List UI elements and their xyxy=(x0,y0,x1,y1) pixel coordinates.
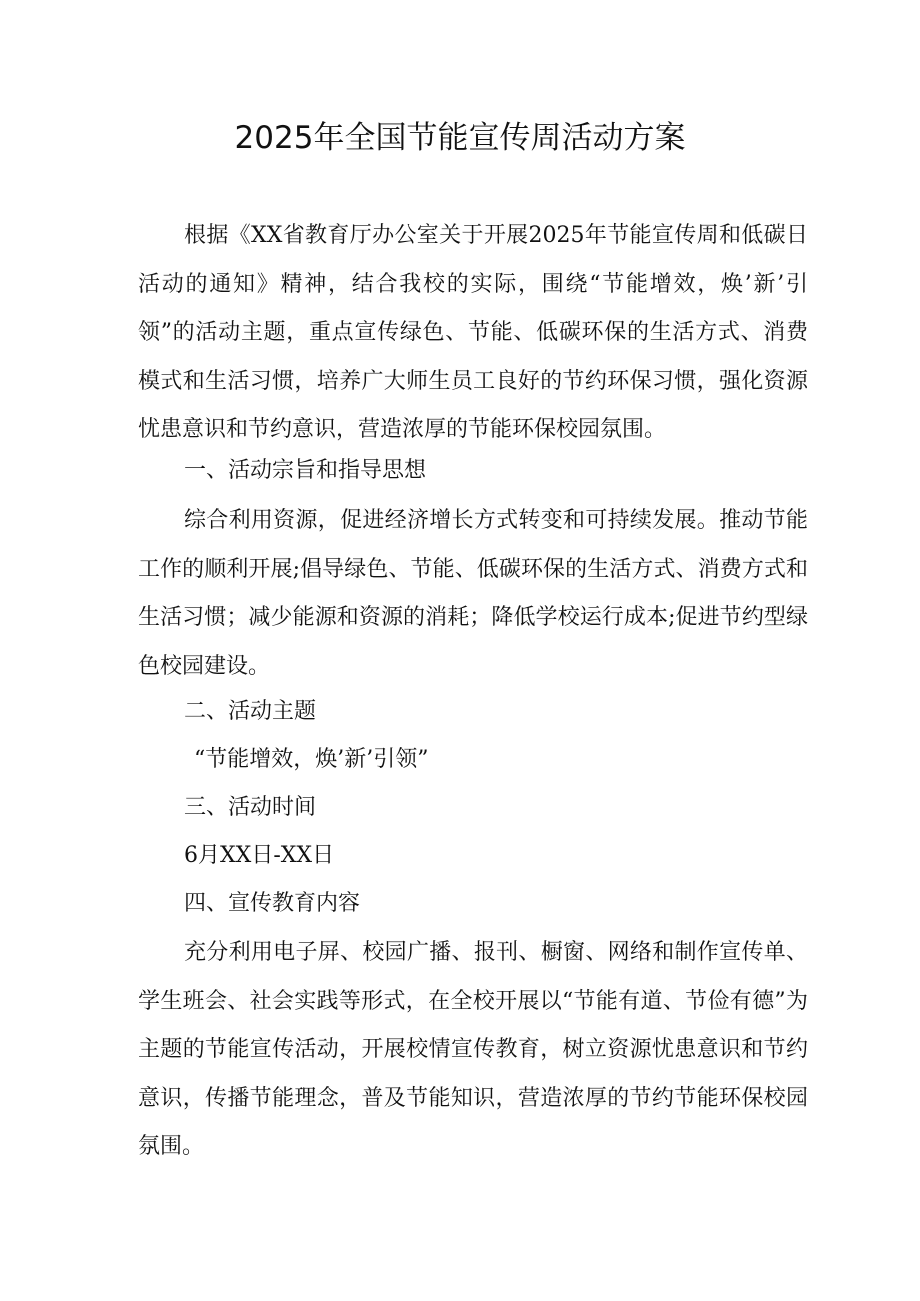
section-heading-purpose: 一、活动宗旨和指导思想 xyxy=(184,458,427,483)
section-body-purpose: 综合利用资源，促进经济增长方式转变和可持续发展。推动节能工作的顺利开展;倡导绿色、节能、低碳环保的生活方式、消费方式和生活习惯；减少能源和资源的消耗；降低学校运行成本;促进节约型绿色校园建设。 xyxy=(138,508,808,679)
section-heading-content: 四、宣传教育内容 xyxy=(184,891,361,916)
section-heading-theme: 二、活动主题 xyxy=(184,699,317,724)
section-body-content: 充分利用电子屏、校园广播、报刊、橱窗、网络和制作宣传单、学生班会、社会实践等形式，在全校开展以“节能有道、节俭有德”为主题的节能宣传活动，开展校情宣传教育，树立资源忧患意识和节约意识，传播节能理念，普及节能知识，营造浓厚的节约节能环保校园氛围。 xyxy=(138,940,808,1159)
section-body-theme: “节能增效，焕’新’引领” xyxy=(194,747,429,772)
section-heading-time: 三、活动时间 xyxy=(184,795,317,820)
intro-paragraph: 根据《XX省教育厅办公室关于开展2025年节能宣传周和低碳日活动的通知》精神，结合我校的实际，围绕“节能增效，焕’新’引领”的活动主题，重点宣传绿色、节能、低碳环保的生活方式、消费模式和生活习惯，培养广大师生员工良好的节约环保习惯，强化资源忧患意识和节约意识，营造浓厚的节能环保校园氛围。 xyxy=(138,223,808,442)
section-body-time: 6月XX日-XX日 xyxy=(184,843,335,868)
document-title: 2025年全国节能宣传周活动方案 xyxy=(234,120,686,156)
